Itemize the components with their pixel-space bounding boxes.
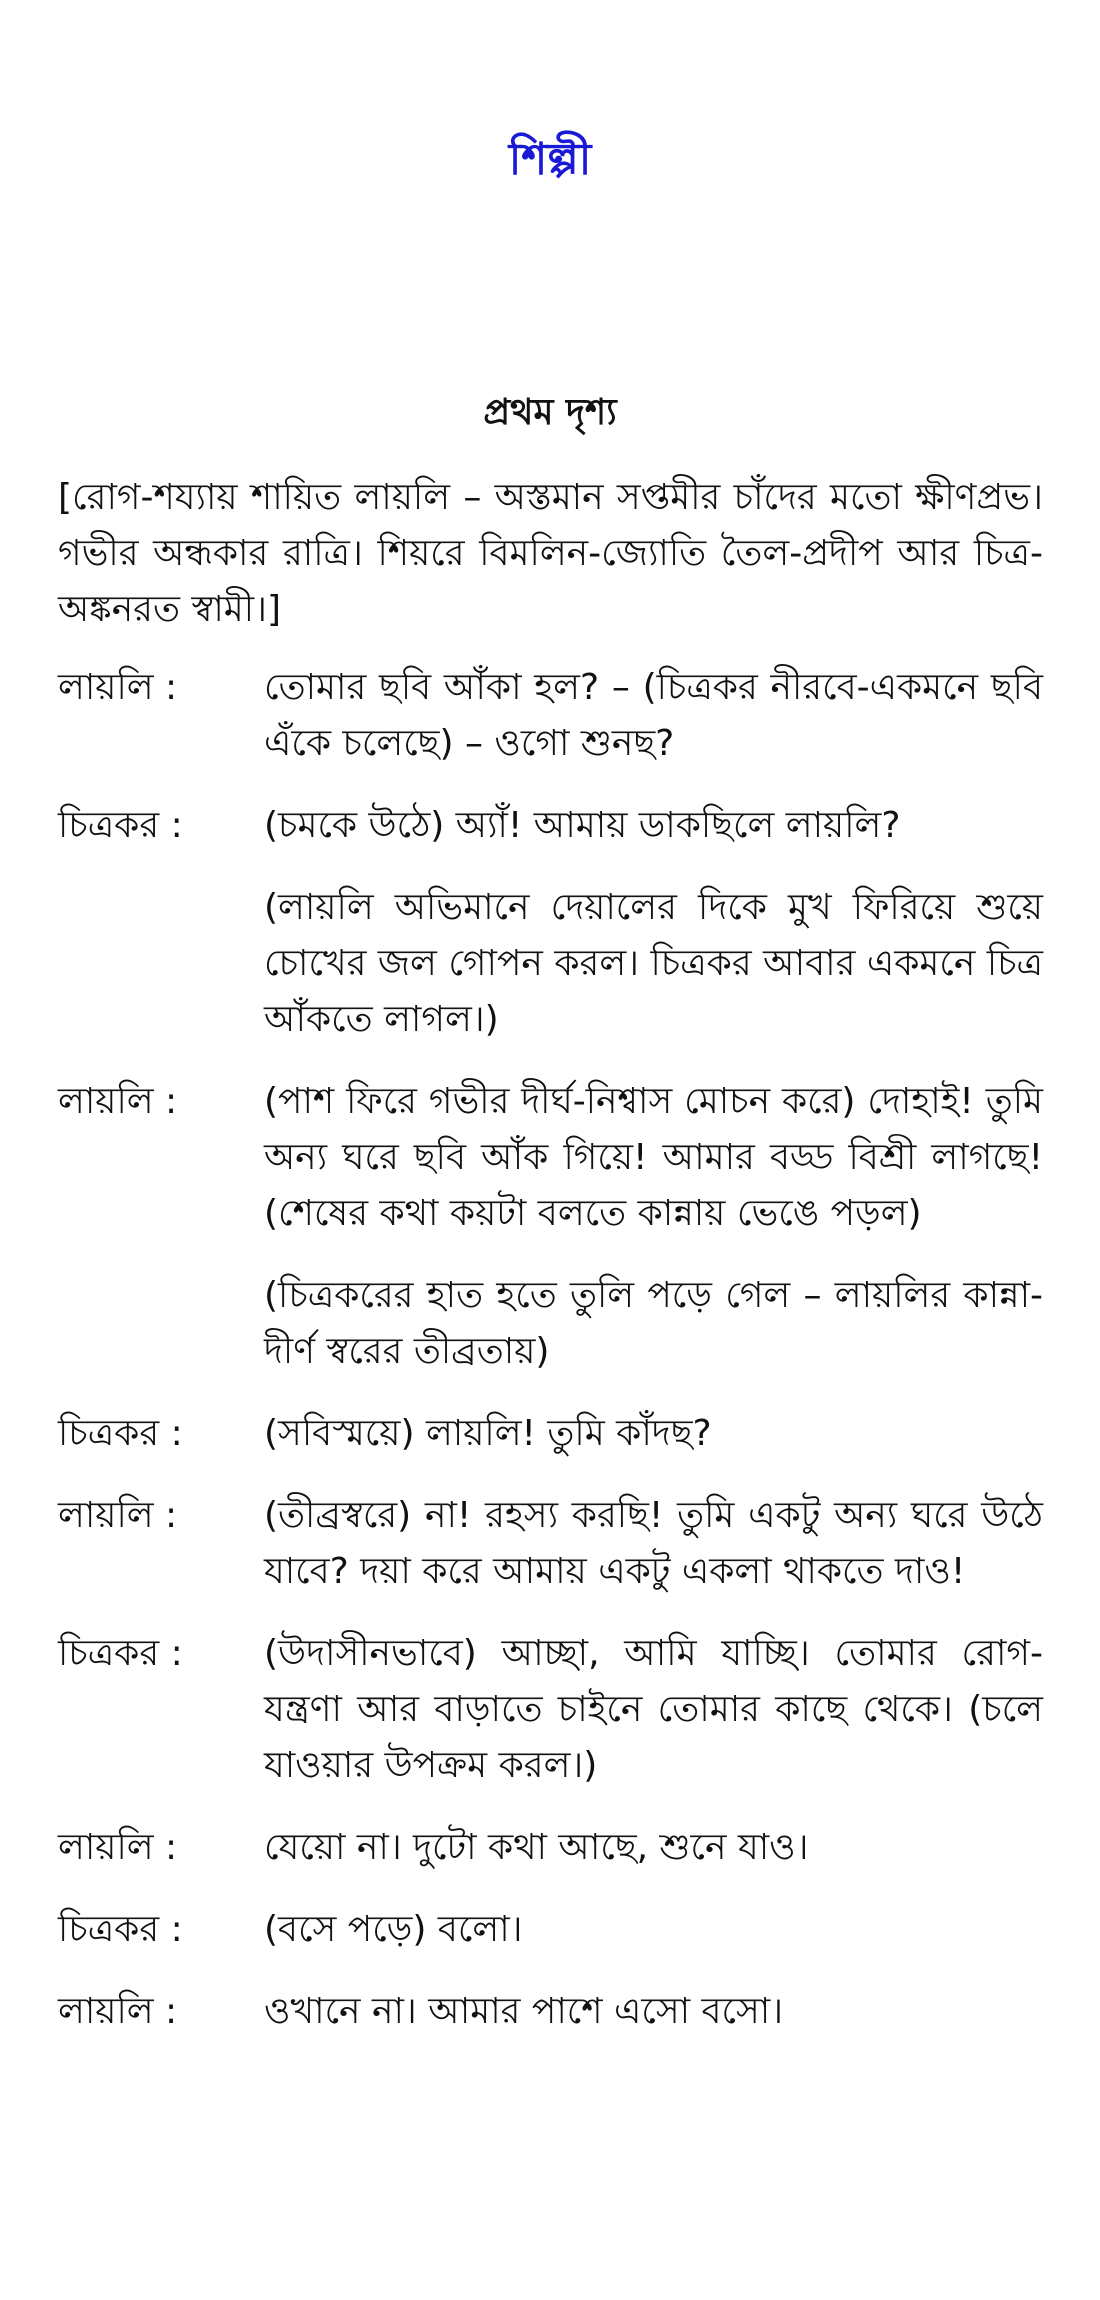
dialogue-list: [58, 660, 1043, 2066]
dialogue-line: [58, 1074, 1043, 1242]
speech-text: (বসে পড়ে) বলো।: [264, 1909, 523, 1950]
speaker-name: লায়লি :: [58, 667, 178, 708]
speech-text: যেয়ো না। দুটো কথা আছে, শুনে যাও।: [264, 1827, 809, 1868]
dialogue-line: [58, 798, 1043, 854]
stage-direction: [রোগ-শয্যায় শায়িত লায়লি – অস্তমান সপ্তমীর চাঁদের মতো ক্ষীণপ্রভ। গভীর অন্ধকার রাত্রি। শিয়রে বিমলিন-জ্যোতি তৈল-প্রদীপ আর চিত্র-অঙ্কনরত স্বামী।]: [58, 477, 1043, 630]
dialogue-line: [58, 660, 1043, 772]
dialogue-line: [58, 1488, 1043, 1600]
dialogue-line: [58, 1406, 1043, 1462]
speech-text: (সবিস্ময়ে) লায়লি! তুমি কাঁদছ?: [264, 1413, 712, 1454]
speaker-name: লায়লি :: [58, 1991, 178, 2032]
speaker-name: চিত্রকর :: [58, 805, 183, 846]
dialogue-line: [58, 880, 1043, 1048]
dialogue-line: [58, 1902, 1043, 1958]
dialogue-line: [58, 1268, 1043, 1380]
dialogue-line: [58, 1984, 1043, 2040]
dialogue-line: [58, 1820, 1043, 1876]
speech-text: (তীব্রস্বরে) না! রহস্য করছি! তুমি একটু অন্য ঘরে উঠে যাবে? দয়া করে আমায় একটু একলা থাকতে দাও!: [264, 1495, 1043, 1592]
speech-text: (চমকে উঠে) অ্যাঁ! আমায় ডাকছিলে লায়লি?: [264, 805, 901, 846]
dialogue-line: [58, 1626, 1043, 1794]
speech-text: তোমার ছবি আঁকা হল? – (চিত্রকর নীরবে-একমনে ছবি এঁকে চলেছে) – ওগো শুনছ?: [264, 667, 1043, 764]
play-title: শিল্পী: [508, 134, 592, 185]
stage-direction-inline: (লায়লি অভিমানে দেয়ালের দিকে মুখ ফিরিয়ে শুয়ে চোখের জল গোপন করল। চিত্রকর আবার একমনে চিত্র আঁকতে লাগল।): [264, 887, 1043, 1040]
speaker-name: চিত্রকর :: [58, 1413, 183, 1454]
speech-text: (পাশ ফিরে গভীর দীর্ঘ-নিশ্বাস মোচন করে) দোহাই! তুমি অন্য ঘরে ছবি আঁক গিয়ে! আমার বড্ড বিশ্রী লাগছে! (শেষের কথা কয়টা বলতে কান্নায় ভেঙে পড়ল): [264, 1081, 1043, 1234]
speech-text: (উদাসীনভাবে) আচ্ছা, আমি যাচ্ছি। তোমার রোগ-যন্ত্রণা আর বাড়াতে চাইনে তোমার কাছে থেকে। (চলে যাওয়ার উপক্রম করল।): [264, 1633, 1043, 1786]
speech-text: ওখানে না। আমার পাশে এসো বসো।: [264, 1991, 784, 2032]
stage-direction-inline: (চিত্রকরের হাত হতে তুলি পড়ে গেল – লায়লির কান্না-দীর্ণ স্বরের তীব্রতায়): [264, 1275, 1043, 1372]
speaker-name: লায়লি :: [58, 1495, 178, 1536]
speaker-name: চিত্রকর :: [58, 1909, 183, 1950]
speaker-name: চিত্রকর :: [58, 1633, 183, 1674]
speaker-name: লায়লি :: [58, 1081, 178, 1122]
speaker-name: লায়লি :: [58, 1827, 178, 1868]
scene-heading: প্রথম দৃশ্য: [483, 392, 617, 433]
